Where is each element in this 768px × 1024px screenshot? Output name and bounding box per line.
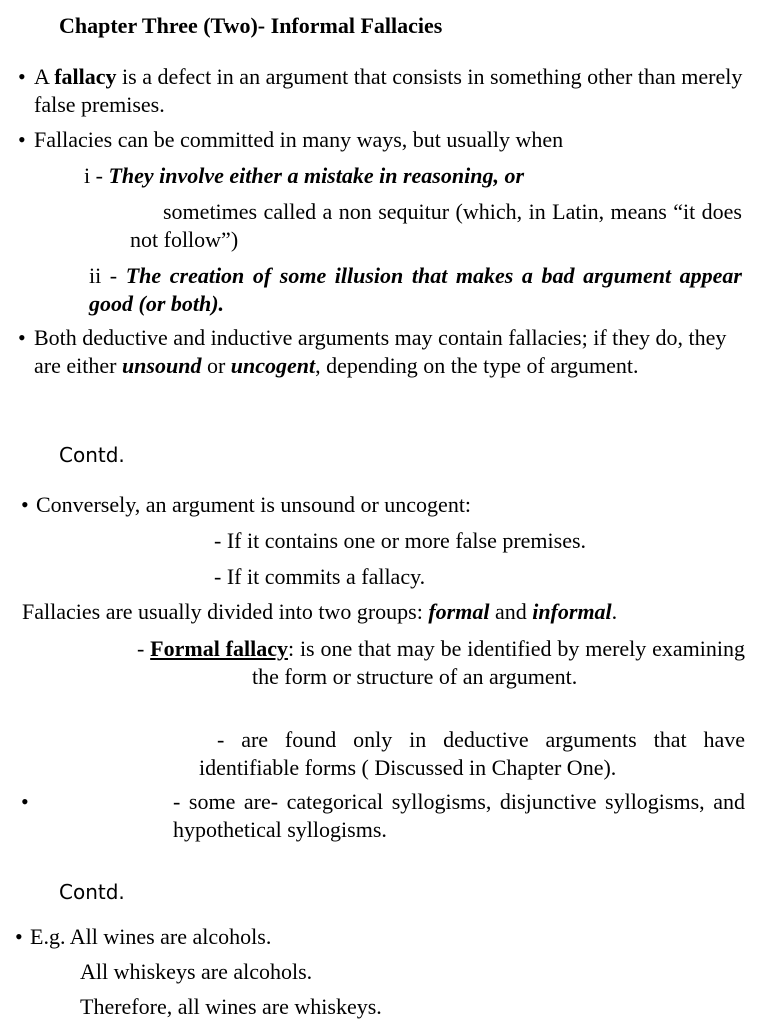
contd-heading: Contd. bbox=[59, 443, 125, 467]
commits-fallacy-text: - If it commits a fallacy. bbox=[214, 564, 426, 589]
ways-committed-text: Fallacies can be committed in many ways, but usually when bbox=[34, 127, 564, 152]
bullet-mark: • bbox=[21, 789, 29, 814]
syllogisms-text: - some are- categorical syllogisms, disjunctive syllogisms, and hypothetical syllogisms. bbox=[173, 789, 745, 842]
example-conclusion: Therefore, all wines are whiskeys. bbox=[80, 994, 382, 1019]
example-premise-2: All whiskeys are alcohols. bbox=[80, 959, 313, 984]
deductive-inductive-text: Both deductive and inductive arguments may contain fallacies; if they do, they are either unsound or uncogent, depending on the type of argument. bbox=[34, 325, 727, 378]
bullet-mark: • bbox=[18, 64, 26, 89]
bullet-mark: • bbox=[15, 924, 23, 949]
page-title: Chapter Three (Two)- Informal Fallacies bbox=[59, 13, 443, 38]
example-premise-1: E.g. All wines are alcohols. bbox=[30, 924, 272, 949]
point-ii: ii - The creation of some illusion that makes a bad argument appear good (or both). bbox=[89, 263, 742, 316]
two-groups-text: Fallacies are usually divided into two groups: formal and informal. bbox=[22, 599, 618, 624]
formal-fallacy-term: Formal fallacy bbox=[150, 636, 288, 661]
non-sequitur-text: sometimes called a non sequitur (which, in Latin, means “it does not follow”) bbox=[130, 199, 742, 252]
bullet-mark: • bbox=[18, 127, 26, 152]
bullet-mark: • bbox=[18, 325, 26, 350]
fallacy-definition: A fallacy is a defect in an argument that consists in something other than merely false premises. bbox=[34, 64, 743, 117]
contd-heading: Contd. bbox=[59, 880, 125, 904]
formal-fallacy-definition: - Formal fallacy: is one that may be identified by merely examining the form or structure of an argument. bbox=[137, 636, 745, 689]
deductive-forms-text: - are found only in deductive arguments that have identifiable forms ( Discussed in Chapter One). bbox=[199, 727, 745, 780]
false-premises-text: - If it contains one or more false premises. bbox=[214, 528, 587, 553]
fallacy-term: fallacy bbox=[54, 64, 117, 89]
point-i: i - They involve either a mistake in reasoning, or bbox=[84, 163, 525, 188]
bullet-mark: • bbox=[21, 492, 29, 517]
conversely-text: Conversely, an argument is unsound or uncogent: bbox=[36, 492, 472, 517]
